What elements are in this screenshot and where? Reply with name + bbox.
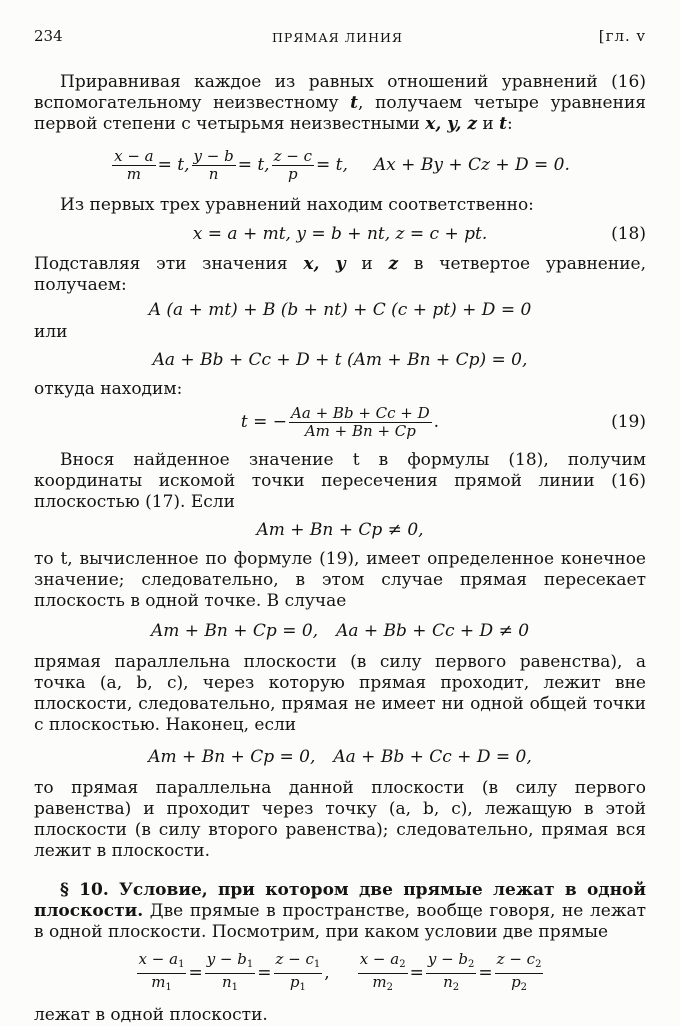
paragraph-1: Приравнивая каждое из равных отношений уравнений (16) вспомогательному неизвестному t, получаем четыре уравнения первой степени с четырьмя неизвестными x, y, z и t: xyxy=(34,72,646,134)
paragraph-2: Из первых трех уравнений находим соответственно: xyxy=(60,195,534,215)
equation-two-lines: $\frac{x - a_1}{m_1}$ = $\frac{y - b_1}{n_1}$ = $\frac{z - c_1}{p_1}$ , $\frac{x - a_2}{m_2}$ = $\frac{y - b_2}{n_2}$ = $\frac{z - c_2}{p_2}$ xyxy=(138,949,542,993)
equation-number-18: (18) xyxy=(611,223,646,244)
section-10: § 10. Условие, при котором две прямые лежат в одной плоскости. Две прямые в пространстве, вообще говоря, не лежат в одной плоскости. Посмотрим, при каком условии две прямые xyxy=(34,880,646,942)
paragraph-6: Внося найденное значение t в формулы (18), получим координаты искомой точки пересечения прямой линии (16) плоскостью (17). Если xyxy=(34,450,646,512)
equation-parallel-case: Am + Bn + Cp = 0, Aa + Bb + Cc + D ≠ 0 xyxy=(150,620,530,641)
paragraph-8: прямая параллельна плоскости (в силу первого равенства), а точка (a, b, c), через которую прямая проходит, лежит вне плоскости, следовательно, прямая не имеет ни одной общей точки с плоскостью. Наконец, если xyxy=(34,652,646,735)
paragraph-10: лежат в одной плоскости. xyxy=(34,1005,268,1025)
paragraph-3: Подставляя эти значения x, y и z в четвертое уравнение, получаем: xyxy=(34,254,646,295)
equation-expanded: Aa + Bb + Cc + D + t (Am + Bn + Cp) = 0, xyxy=(152,349,528,370)
equation-substitution: A (a + mt) + B (b + nt) + C (c + pt) + D = 0 xyxy=(148,299,532,320)
paragraph-9: то прямая параллельна данной плоскости (в силу первого равенства) и проходит через точку (a, b, c), лежащую в этой плоскости (в силу второго равенства); следовательно, прямая вся лежит в плоскости. xyxy=(34,778,646,861)
running-title: ПРЯМАЯ ЛИНИЯ xyxy=(272,30,403,45)
equation-18: x = a + mt, y = b + nt, z = c + pt. (18) xyxy=(192,223,646,244)
paragraph-4: или xyxy=(34,322,68,342)
paragraph-5: откуда находим: xyxy=(34,379,183,399)
paragraph-7: то t, вычисленное по формуле (19), имеет определенное конечное значение; следовательно, в этом случае прямая пересекает плоскость в одной точке. В случае xyxy=(34,549,646,611)
section-heading: § 10. Условие, при котором две прямые лежат в одной плоскости. xyxy=(34,880,646,921)
equation-condition-nonzero: Am + Bn + Cp ≠ 0, xyxy=(256,519,424,540)
equation-system: $\frac{x - a}{m}$ = t, $\frac{y - b}{n}$ = t, $\frac{z - c}{p}$ = t, Ax + By + Cz + D = 0. xyxy=(114,146,570,183)
equation-in-plane-case: Am + Bn + Cp = 0, Aa + Bb + Cc + D = 0, xyxy=(148,746,532,767)
page-number: 234 xyxy=(34,27,63,45)
book-page xyxy=(34,26,646,1025)
equation-number-19: (19) xyxy=(611,411,646,432)
equation-19: t = − $\frac{Aa + Bb + Cc + D}{Am + Bn + Cp}$ . (19) xyxy=(240,403,646,440)
chapter-label: [гл. v xyxy=(598,27,646,45)
page-header xyxy=(34,26,646,50)
